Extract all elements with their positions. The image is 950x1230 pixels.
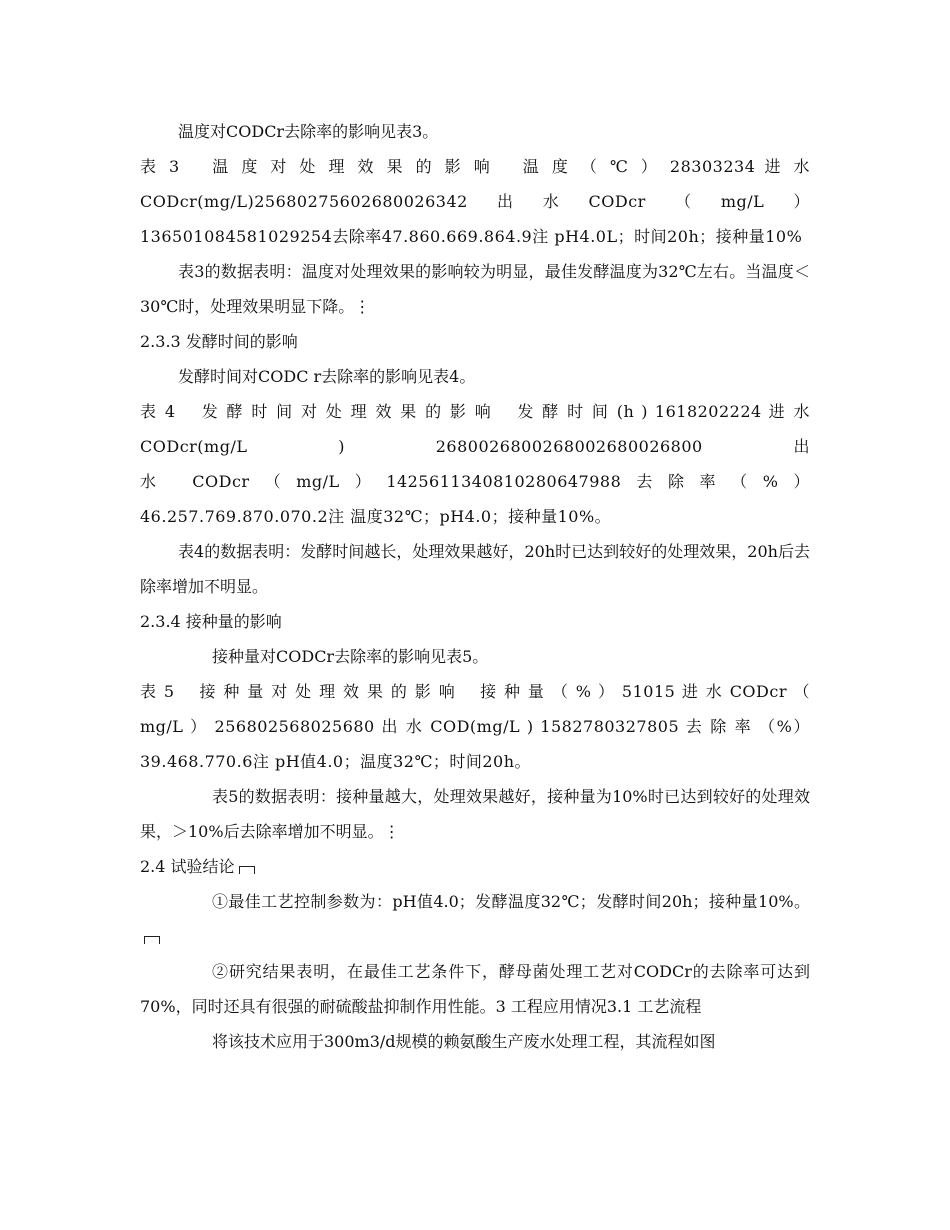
section-heading-2-4: [140, 849, 810, 884]
paragraph-table4-analysis: 表4的数据表明：发酵时间越长，处理效果越好，20h时已达到较好的处理效果，20h后去除率增加不明显。: [140, 542, 810, 596]
paragraph-conclusion-2: ②研究结果表明，在最佳工艺条件下，酵母菌处理工艺对CODCr的去除率可达到70%，同时还具有很强的耐硫酸盐抑制作用性能。3 工程应用情况3.1 工艺流程: [140, 962, 810, 1016]
table-5-text: 表 5 接 种 量 对 处 理 效 果 的 影 响 接 种 量 （ % ） 51015 进 水 CODcr （ mg/L ） 256802568025680 出 水 COD(mg/L ) 1582780327805 去 除 率 （%）39.468.770.6注 pH值4.0；温度32℃；时间20h。: [140, 682, 810, 771]
paragraph-table5-analysis: 表5的数据表明：接种量越大，处理效果越好，接种量为10%时已达到较好的处理效果，＞10%后去除率增加不明显。⋮: [140, 787, 810, 841]
paragraph-temp-intro: 温度对CODCr去除率的影响见表3。: [178, 122, 439, 141]
section-heading-2-3-4: 2.3.4 接种量的影响: [140, 612, 282, 631]
paragraph-time-intro: 发酵时间对CODC r去除率的影响见表4。: [178, 367, 476, 386]
paragraph-conclusion-1: [140, 884, 810, 954]
table-4-text: 表 4 发 酵 时 间 对 处 理 效 果 的 影 响 发 酵 时 间 (h ) 1618202224 进 水 CODcr(mg/L ) 2680026800268002680026800 出 水 CODcr（mg/L）142561134081028064798​8去除率（%）46.257.769.870.070.2注 温度32℃；pH4.0；接种量10%。: [140, 402, 877, 526]
conclusion-1-text: ①最佳工艺控制参数为：pH值4.0；发酵温度32℃；发酵时间20h；接种量10%。: [212, 892, 810, 911]
return-mark-icon: [239, 866, 255, 874]
table-3-text: 表 3 温 度 对 处 理 效 果 的 影 响 温 度 （ ℃ ） 28303234 进 水CODcr(mg/L)25680275602680026342出水CODcr（mg/L）136501084581029254去除率47.860.669.864.9注 pH4.0L；时间20h；接种量10%: [140, 157, 810, 246]
paragraph-engineering-application: 将该技术应用于300m3/d规模的赖氨酸生产废水处理工程，其流程如图: [212, 1032, 716, 1051]
section-heading-2-4-text: 2.4 试验结论: [140, 857, 235, 876]
document-page: [140, 114, 877, 1059]
return-mark-icon: [144, 936, 160, 944]
paragraph-table3-analysis: 表3的数据表明：温度对处理效果的影响较为明显，最佳发酵温度为32℃左右。当温度＜30℃时，处理效果明显下降。⋮: [140, 262, 810, 316]
paragraph-inoculum-intro: 接种量对CODCr去除率的影响见表5。: [212, 647, 489, 666]
section-heading-2-3-3: 2.3.3 发酵时间的影响: [140, 332, 298, 351]
